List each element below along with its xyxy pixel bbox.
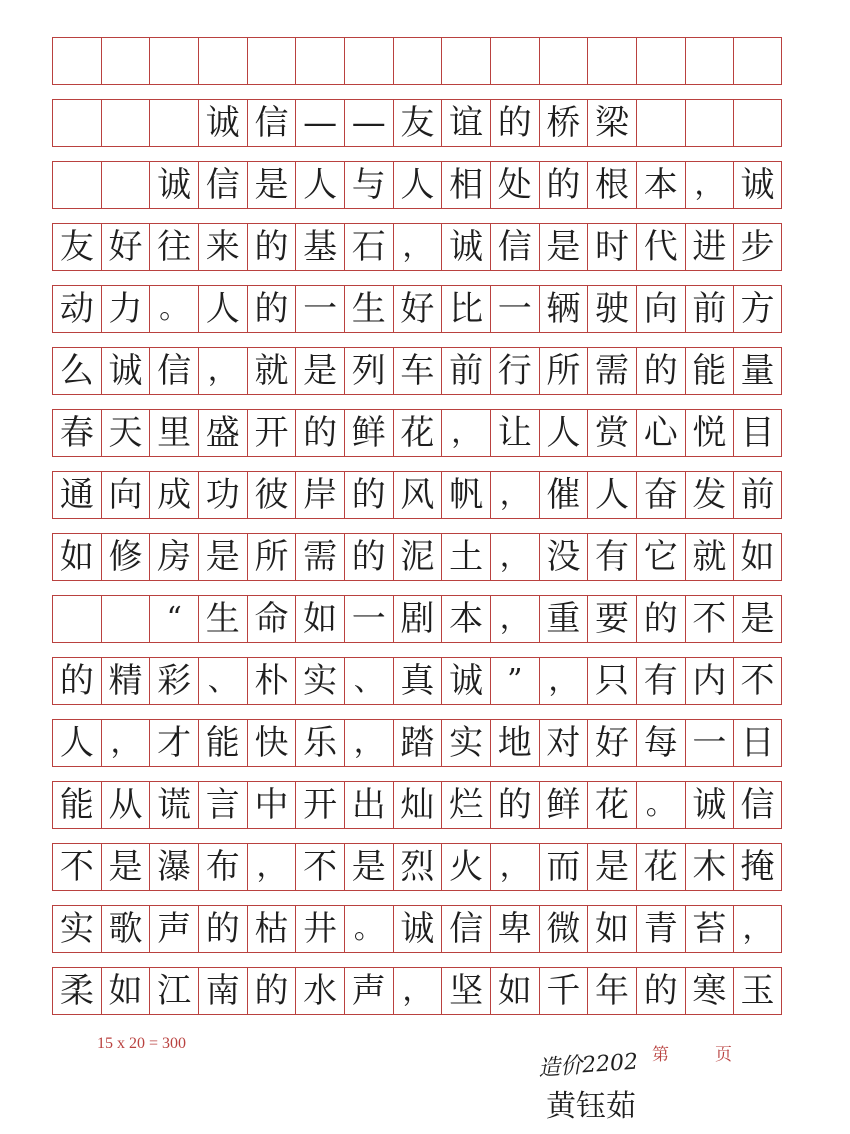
grid-cell: 地 [490, 719, 539, 767]
grid-cell: 内 [685, 657, 734, 705]
grid-cell: 枯 [247, 905, 296, 953]
grid-cell: 前 [685, 285, 734, 333]
grid-cell: 的 [198, 905, 247, 953]
grid-row [52, 781, 782, 829]
grid-cell: 有 [587, 533, 636, 581]
grid-cell: 根 [587, 161, 636, 209]
grid-cell: 信 [733, 781, 782, 829]
grid-cell: 诚 [685, 781, 734, 829]
grid-cell: 的 [636, 595, 685, 643]
grid-row [52, 99, 782, 147]
grid-cell: 步 [733, 223, 782, 271]
grid-cell: 人 [587, 471, 636, 519]
grid-cell: — [344, 99, 393, 147]
grid-cell: 一 [344, 595, 393, 643]
grid-cell: 谎 [149, 781, 198, 829]
signature-class: 造价2202 [537, 1049, 639, 1082]
grid-cell: 的 [344, 533, 393, 581]
grid-cell: 人 [52, 719, 101, 767]
grid-cell: 的 [636, 967, 685, 1015]
grid-cell: 是 [733, 595, 782, 643]
grid-cell: 土 [441, 533, 490, 581]
grid-cell: — [295, 99, 344, 147]
grid-cell [344, 37, 393, 85]
grid-cell: 方 [733, 285, 782, 333]
grid-cell: 友 [393, 99, 442, 147]
grid-row [52, 409, 782, 457]
grid-cell: 房 [149, 533, 198, 581]
grid-cell [52, 99, 101, 147]
grid-row [52, 905, 782, 953]
grid-cell: 坚 [441, 967, 490, 1015]
grid-cell: 花 [587, 781, 636, 829]
grid-cell: 掩 [733, 843, 782, 891]
grid-cell: 的 [247, 285, 296, 333]
grid-cell: 本 [441, 595, 490, 643]
grid-cell: 诚 [393, 905, 442, 953]
grid-cell: 石 [344, 223, 393, 271]
grid-cell: 里 [149, 409, 198, 457]
grid-cell: 精 [101, 657, 150, 705]
grid-cell: 就 [685, 533, 734, 581]
grid-cell: 如 [587, 905, 636, 953]
grid-cell: 没 [539, 533, 588, 581]
grid-cell: 动 [52, 285, 101, 333]
grid-cell: 一 [490, 285, 539, 333]
grid-cell: 的 [52, 657, 101, 705]
grid-cell: 比 [441, 285, 490, 333]
grid-cell: 友 [52, 223, 101, 271]
grid-cell: 声 [344, 967, 393, 1015]
grid-cell: 踏 [393, 719, 442, 767]
grid-cell: ” [490, 657, 539, 705]
grid-cell: 诚 [101, 347, 150, 395]
grid-cell: 、 [198, 657, 247, 705]
grid-cell: 而 [539, 843, 588, 891]
grid-cell: 好 [587, 719, 636, 767]
grid-cell: 悦 [685, 409, 734, 457]
grid-cell: 谊 [441, 99, 490, 147]
grid-cell [101, 99, 150, 147]
grid-cell: 修 [101, 533, 150, 581]
grid-cell: 心 [636, 409, 685, 457]
grid-cell: ， [685, 161, 734, 209]
grid-cell: 桥 [539, 99, 588, 147]
grid-cell: 的 [344, 471, 393, 519]
grid-cell: 水 [295, 967, 344, 1015]
grid-cell: 所 [247, 533, 296, 581]
grid-cell [198, 37, 247, 85]
grid-cell: 一 [295, 285, 344, 333]
grid-cell: 不 [295, 843, 344, 891]
grid-cell: 江 [149, 967, 198, 1015]
grid-cell: 好 [101, 223, 150, 271]
grid-cell: 是 [539, 223, 588, 271]
grid-cell: 赏 [587, 409, 636, 457]
grid-cell: 声 [149, 905, 198, 953]
grid-cell: 。 [149, 285, 198, 333]
grid-cell: 烈 [393, 843, 442, 891]
grid-cell: 才 [149, 719, 198, 767]
grid-cell [733, 37, 782, 85]
grid-cell: 功 [198, 471, 247, 519]
grid-cell: 的 [247, 967, 296, 1015]
grid-cell: 让 [490, 409, 539, 457]
grid-cell [636, 37, 685, 85]
grid-cell: 本 [636, 161, 685, 209]
grid-cell: 时 [587, 223, 636, 271]
grid-cell: ， [101, 719, 150, 767]
grid-cell: 诚 [441, 657, 490, 705]
grid-cell: 乐 [295, 719, 344, 767]
grid-cell: 只 [587, 657, 636, 705]
grid-cell: 命 [247, 595, 296, 643]
grid-cell: ， [733, 905, 782, 953]
grid-cell: ， [344, 719, 393, 767]
grid-cell: 的 [490, 99, 539, 147]
grid-cell: 日 [733, 719, 782, 767]
grid-cell: 彩 [149, 657, 198, 705]
grid-cell: ， [490, 533, 539, 581]
grid-cell [733, 99, 782, 147]
grid-cell: 出 [344, 781, 393, 829]
grid-cell: 重 [539, 595, 588, 643]
grid-cell [149, 99, 198, 147]
grid-cell: 是 [295, 347, 344, 395]
page-label-di: 第 [652, 1045, 669, 1065]
grid-cell: 实 [441, 719, 490, 767]
grid-cell [490, 37, 539, 85]
grid-cell: 对 [539, 719, 588, 767]
grid-row [52, 595, 782, 643]
grid-cell: 是 [587, 843, 636, 891]
author-signature [538, 1048, 638, 1125]
grid-cell: 、 [344, 657, 393, 705]
grid-cell: 前 [441, 347, 490, 395]
grid-cell [101, 161, 150, 209]
grid-row [52, 843, 782, 891]
grid-cell [295, 37, 344, 85]
grid-cell: 不 [52, 843, 101, 891]
grid-cell [539, 37, 588, 85]
grid-cell [685, 99, 734, 147]
grid-cell: 每 [636, 719, 685, 767]
grid-cell: 是 [101, 843, 150, 891]
grid-cell: 来 [198, 223, 247, 271]
grid-row [52, 471, 782, 519]
grid-cell: 卑 [490, 905, 539, 953]
grid-cell: 快 [247, 719, 296, 767]
grid-cell: 寒 [685, 967, 734, 1015]
grid-cell: 信 [247, 99, 296, 147]
grid-cell: 所 [539, 347, 588, 395]
grid-cell: 的 [247, 223, 296, 271]
grid-cell: 进 [685, 223, 734, 271]
grid-cell: 相 [441, 161, 490, 209]
grid-cell: 成 [149, 471, 198, 519]
grid-cell: 鲜 [539, 781, 588, 829]
grid-cell: 井 [295, 905, 344, 953]
grid-cell: 诚 [441, 223, 490, 271]
grid-cell [101, 37, 150, 85]
grid-cell: 苔 [685, 905, 734, 953]
grid-cell: 一 [685, 719, 734, 767]
grid-cell: 力 [101, 285, 150, 333]
grid-cell: 盛 [198, 409, 247, 457]
grid-cell: 如 [295, 595, 344, 643]
grid-cell: 灿 [393, 781, 442, 829]
grid-cell: 朴 [247, 657, 296, 705]
grid-cell: “ [149, 595, 198, 643]
grid-cell: 就 [247, 347, 296, 395]
grid-cell: 要 [587, 595, 636, 643]
grid-cell [149, 37, 198, 85]
grid-cell: 能 [52, 781, 101, 829]
grid-cell: 泥 [393, 533, 442, 581]
page-number-label [652, 1040, 732, 1065]
grid-cell: 诚 [733, 161, 782, 209]
grid-cell: 。 [636, 781, 685, 829]
grid-cell: 发 [685, 471, 734, 519]
grid-cell: 不 [685, 595, 734, 643]
grid-cell: 实 [52, 905, 101, 953]
grid-cell: 生 [344, 285, 393, 333]
grid-cell: 玉 [733, 967, 782, 1015]
grid-cell: 是 [344, 843, 393, 891]
grid-cell [101, 595, 150, 643]
grid-cell: 行 [490, 347, 539, 395]
grid-cell: 列 [344, 347, 393, 395]
grid-cell: 中 [247, 781, 296, 829]
grid-cell: ， [490, 843, 539, 891]
grid-cell: 南 [198, 967, 247, 1015]
grid-cell: 信 [149, 347, 198, 395]
grid-cell: 人 [393, 161, 442, 209]
grid-cell: 诚 [149, 161, 198, 209]
grid-cell [393, 37, 442, 85]
grid-cell: ， [393, 223, 442, 271]
grid-cell: 柔 [52, 967, 101, 1015]
grid-cell: 信 [490, 223, 539, 271]
grid-cell: 人 [198, 285, 247, 333]
grid-cell [52, 595, 101, 643]
grid-cell: 向 [636, 285, 685, 333]
grid-cell: 梁 [587, 99, 636, 147]
grid-cell: 风 [393, 471, 442, 519]
grid-cell: 人 [539, 409, 588, 457]
grid-row [52, 285, 782, 333]
grid-cell: 车 [393, 347, 442, 395]
grid-cell [636, 99, 685, 147]
grid-cell: 花 [393, 409, 442, 457]
grid-cell [441, 37, 490, 85]
grid-cell: 年 [587, 967, 636, 1015]
grid-row [52, 657, 782, 705]
grid-cell: 如 [101, 967, 150, 1015]
grid-cell: 千 [539, 967, 588, 1015]
grid-cell [587, 37, 636, 85]
grid-cell: ， [490, 595, 539, 643]
grid-cell: 真 [393, 657, 442, 705]
page-label-ye: 页 [715, 1045, 732, 1065]
grid-cell: 鲜 [344, 409, 393, 457]
grid-cell: 往 [149, 223, 198, 271]
grid-cell: 人 [295, 161, 344, 209]
grid-cell: 青 [636, 905, 685, 953]
grid-cell: 瀑 [149, 843, 198, 891]
grid-cell: 剧 [393, 595, 442, 643]
grid-cell: 驶 [587, 285, 636, 333]
grid-count-label: 15 x 20 = 300 [97, 1035, 187, 1052]
grid-cell: 的 [295, 409, 344, 457]
grid-cell: 信 [441, 905, 490, 953]
grid-cell: 前 [733, 471, 782, 519]
grid-cell: 如 [733, 533, 782, 581]
grid-cell: ， [490, 471, 539, 519]
grid-cell [247, 37, 296, 85]
grid-row [52, 347, 782, 395]
signature-name: 黄钰茹 [546, 1089, 636, 1124]
grid-cell: 量 [733, 347, 782, 395]
grid-row [52, 223, 782, 271]
grid-cell: 与 [344, 161, 393, 209]
grid-cell: 开 [247, 409, 296, 457]
grid-cell: 彼 [247, 471, 296, 519]
grid-cell: 是 [198, 533, 247, 581]
grid-cell: 诚 [198, 99, 247, 147]
grid-cell: 言 [198, 781, 247, 829]
grid-row [52, 37, 782, 85]
grid-cell: ， [393, 967, 442, 1015]
grid-cell: 帆 [441, 471, 490, 519]
grid-cell: 辆 [539, 285, 588, 333]
grid-cell: 如 [52, 533, 101, 581]
grid-cell: 需 [295, 533, 344, 581]
grid-cell: 烂 [441, 781, 490, 829]
grid-cell: 处 [490, 161, 539, 209]
grid-cell: 能 [685, 347, 734, 395]
grid-cell: 奋 [636, 471, 685, 519]
grid-cell: 如 [490, 967, 539, 1015]
grid-cell: 歌 [101, 905, 150, 953]
grid-cell: 它 [636, 533, 685, 581]
grid-cell: 实 [295, 657, 344, 705]
grid-cell: ， [198, 347, 247, 395]
grid-cell: 的 [636, 347, 685, 395]
grid-cell [52, 161, 101, 209]
grid-cell: 火 [441, 843, 490, 891]
grid-cell: 向 [101, 471, 150, 519]
grid-cell: 信 [198, 161, 247, 209]
grid-cell: 需 [587, 347, 636, 395]
grid-cell: 花 [636, 843, 685, 891]
grid-cell [685, 37, 734, 85]
grid-cell: 不 [733, 657, 782, 705]
grid-row [52, 161, 782, 209]
grid-row [52, 719, 782, 767]
grid-cell: 目 [733, 409, 782, 457]
grid-row [52, 967, 782, 1015]
grid-row [52, 533, 782, 581]
grid-cell: 通 [52, 471, 101, 519]
grid-cell: 岸 [295, 471, 344, 519]
writing-grid-sheet [52, 37, 782, 1027]
grid-cell: 催 [539, 471, 588, 519]
grid-cell: 好 [393, 285, 442, 333]
grid-cell: 基 [295, 223, 344, 271]
grid-cell: ， [539, 657, 588, 705]
grid-cell: 代 [636, 223, 685, 271]
grid-cell: ， [247, 843, 296, 891]
grid-cell: 的 [539, 161, 588, 209]
grid-cell: 能 [198, 719, 247, 767]
grid-cell: 的 [490, 781, 539, 829]
grid-cell: ， [441, 409, 490, 457]
grid-cell: 开 [295, 781, 344, 829]
grid-cell: 布 [198, 843, 247, 891]
grid-cell: 么 [52, 347, 101, 395]
grid-cell: 。 [344, 905, 393, 953]
grid-cell: 有 [636, 657, 685, 705]
grid-cell: 生 [198, 595, 247, 643]
grid-cell: 春 [52, 409, 101, 457]
grid-cell: 天 [101, 409, 150, 457]
grid-cell: 微 [539, 905, 588, 953]
grid-cell: 木 [685, 843, 734, 891]
grid-cell [52, 37, 101, 85]
grid-cell: 是 [247, 161, 296, 209]
grid-cell: 从 [101, 781, 150, 829]
